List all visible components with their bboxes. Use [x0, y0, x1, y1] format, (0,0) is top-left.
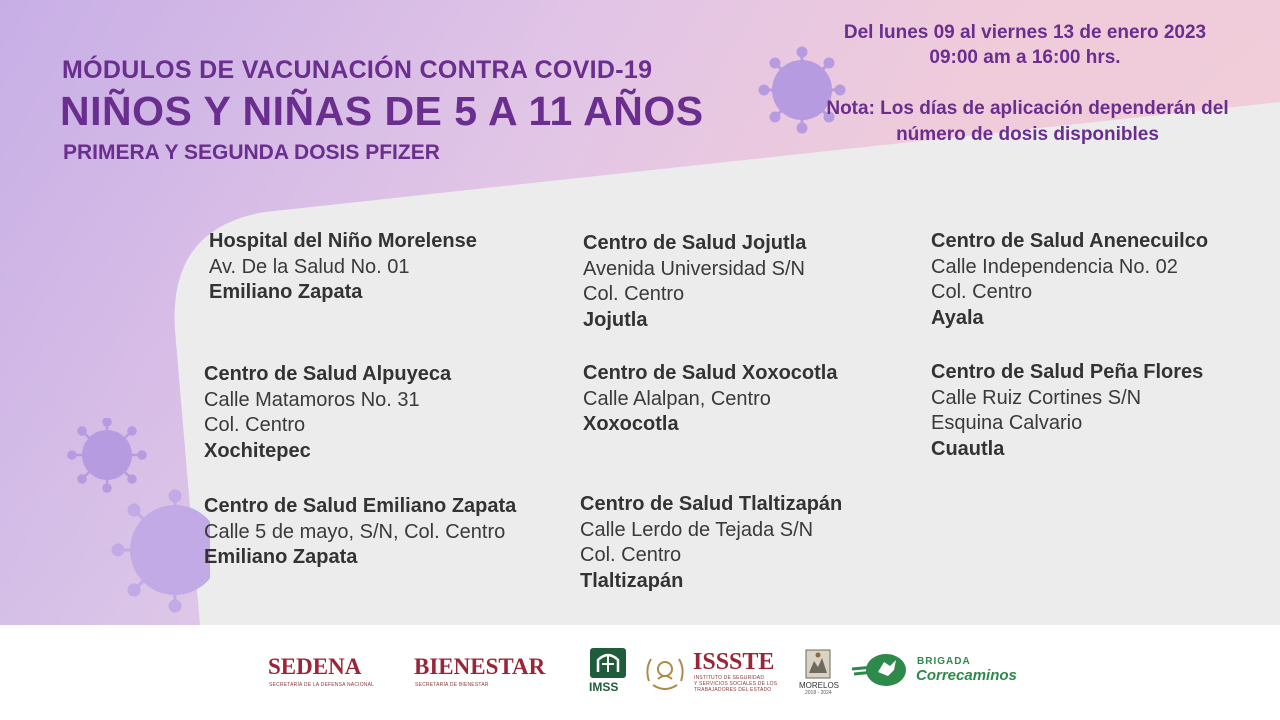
bienestar-subtitle: SECRETARÍA DE BIENESTAR [415, 682, 489, 688]
location-name: Centro de Salud Emiliano Zapata [204, 495, 517, 517]
location-name: Centro de Salud Peña Flores [931, 361, 1204, 383]
location-address-line: Col. Centro [931, 281, 1033, 303]
schedule-dates: Del lunes 09 al viernes 13 de enero 2023 [843, 22, 1207, 43]
schedule-block [770, 20, 1280, 70]
issste-logo: ISSSTE [693, 649, 775, 675]
virus-icon [64, 418, 150, 494]
title-line-1: MÓDULOS DE VACUNACIÓN CONTRA COVID-19 [62, 56, 653, 84]
location-municipality: Xochitepec [204, 439, 311, 462]
note-line-1: Nota: Los días de aplicación dependerán del [826, 98, 1229, 119]
location-municipality: Emiliano Zapata [209, 281, 363, 303]
location-card [931, 360, 1203, 462]
location-name: Centro de Salud Alpuyeca [204, 363, 452, 385]
schedule-hours: 09:00 am a 16:00 hrs. [929, 47, 1121, 68]
issste-subtitle-1: INSTITUTO DE SEGURIDAD [694, 675, 765, 681]
brigada-label: BRIGADA [917, 656, 971, 667]
location-address-line: Calle Alalpan, Centro [583, 387, 771, 410]
issste-subtitle-3: TRABAJADORES DEL ESTADO [694, 687, 772, 693]
location-name: Centro de Salud Anenecuilco [931, 230, 1209, 252]
location-card [583, 231, 806, 333]
sedena-subtitle: SECRETARÍA DE LA DEFENSA NACIONAL [269, 682, 375, 688]
bienestar-logo: BIENESTAR [414, 654, 546, 679]
issste-subtitle-2: Y SERVICIOS SOCIALES DE LOS [694, 681, 778, 687]
location-card [209, 229, 477, 306]
location-card [583, 361, 837, 438]
location-municipality: Xoxocotla [583, 413, 679, 435]
title-line-2: NIÑOS Y NIÑAS DE 5 A 11 AÑOS [60, 88, 704, 134]
location-name: Centro de Salud Jojutla [583, 232, 807, 254]
location-municipality: Ayala [931, 306, 984, 329]
morelos-label: MORELOS [799, 681, 840, 690]
location-name: Hospital del Niño Morelense [209, 230, 477, 252]
correcaminos-label: Correcaminos [916, 667, 1017, 684]
location-address-line: Calle 5 de mayo, S/N, Col. Centro [204, 520, 506, 543]
location-municipality: Cuautla [931, 437, 1005, 460]
location-address-line: Calle Ruiz Cortines S/N [931, 386, 1142, 409]
location-address-line: Col. Centro [583, 283, 685, 305]
location-municipality: Jojutla [583, 308, 648, 331]
location-address-line: Avenida Universidad S/N [583, 257, 805, 280]
location-card [580, 492, 842, 594]
footer-logos [0, 625, 1280, 720]
location-address-line: Calle Independencia No. 02 [931, 255, 1178, 278]
location-address-line: Calle Matamoros No. 31 [204, 388, 420, 411]
imss-logo-icon [590, 648, 626, 678]
title-line-3: PRIMERA Y SEGUNDA DOSIS PFIZER [63, 141, 440, 164]
imss-label: IMSS [589, 680, 619, 694]
virus-icon [100, 488, 210, 616]
location-address-line: Esquina Calvario [931, 412, 1083, 434]
location-address-line: Col. Centro [204, 414, 306, 436]
note-line-2: número de dosis disponibles [896, 124, 1159, 145]
location-card [204, 362, 451, 464]
location-card [931, 229, 1208, 331]
sedena-logo: SEDENA [268, 654, 362, 679]
location-municipality: Emiliano Zapata [204, 546, 358, 568]
location-card [204, 494, 516, 571]
location-address-line: Av. De la Salud No. 01 [209, 255, 410, 278]
location-address-line: Calle Lerdo de Tejada S/N [580, 518, 814, 541]
issste-logo-icon [641, 649, 689, 693]
location-name: Centro de Salud Tlaltizapán [580, 493, 843, 515]
note-block [790, 96, 1265, 148]
location-name: Centro de Salud Xoxocotla [583, 362, 838, 384]
morelos-logo-icon [805, 649, 831, 679]
location-address-line: Col. Centro [580, 544, 682, 566]
location-municipality: Tlaltizapán [580, 569, 684, 592]
morelos-years: 2018 - 2024 [805, 690, 832, 696]
brigada-logo-icon [850, 652, 914, 688]
